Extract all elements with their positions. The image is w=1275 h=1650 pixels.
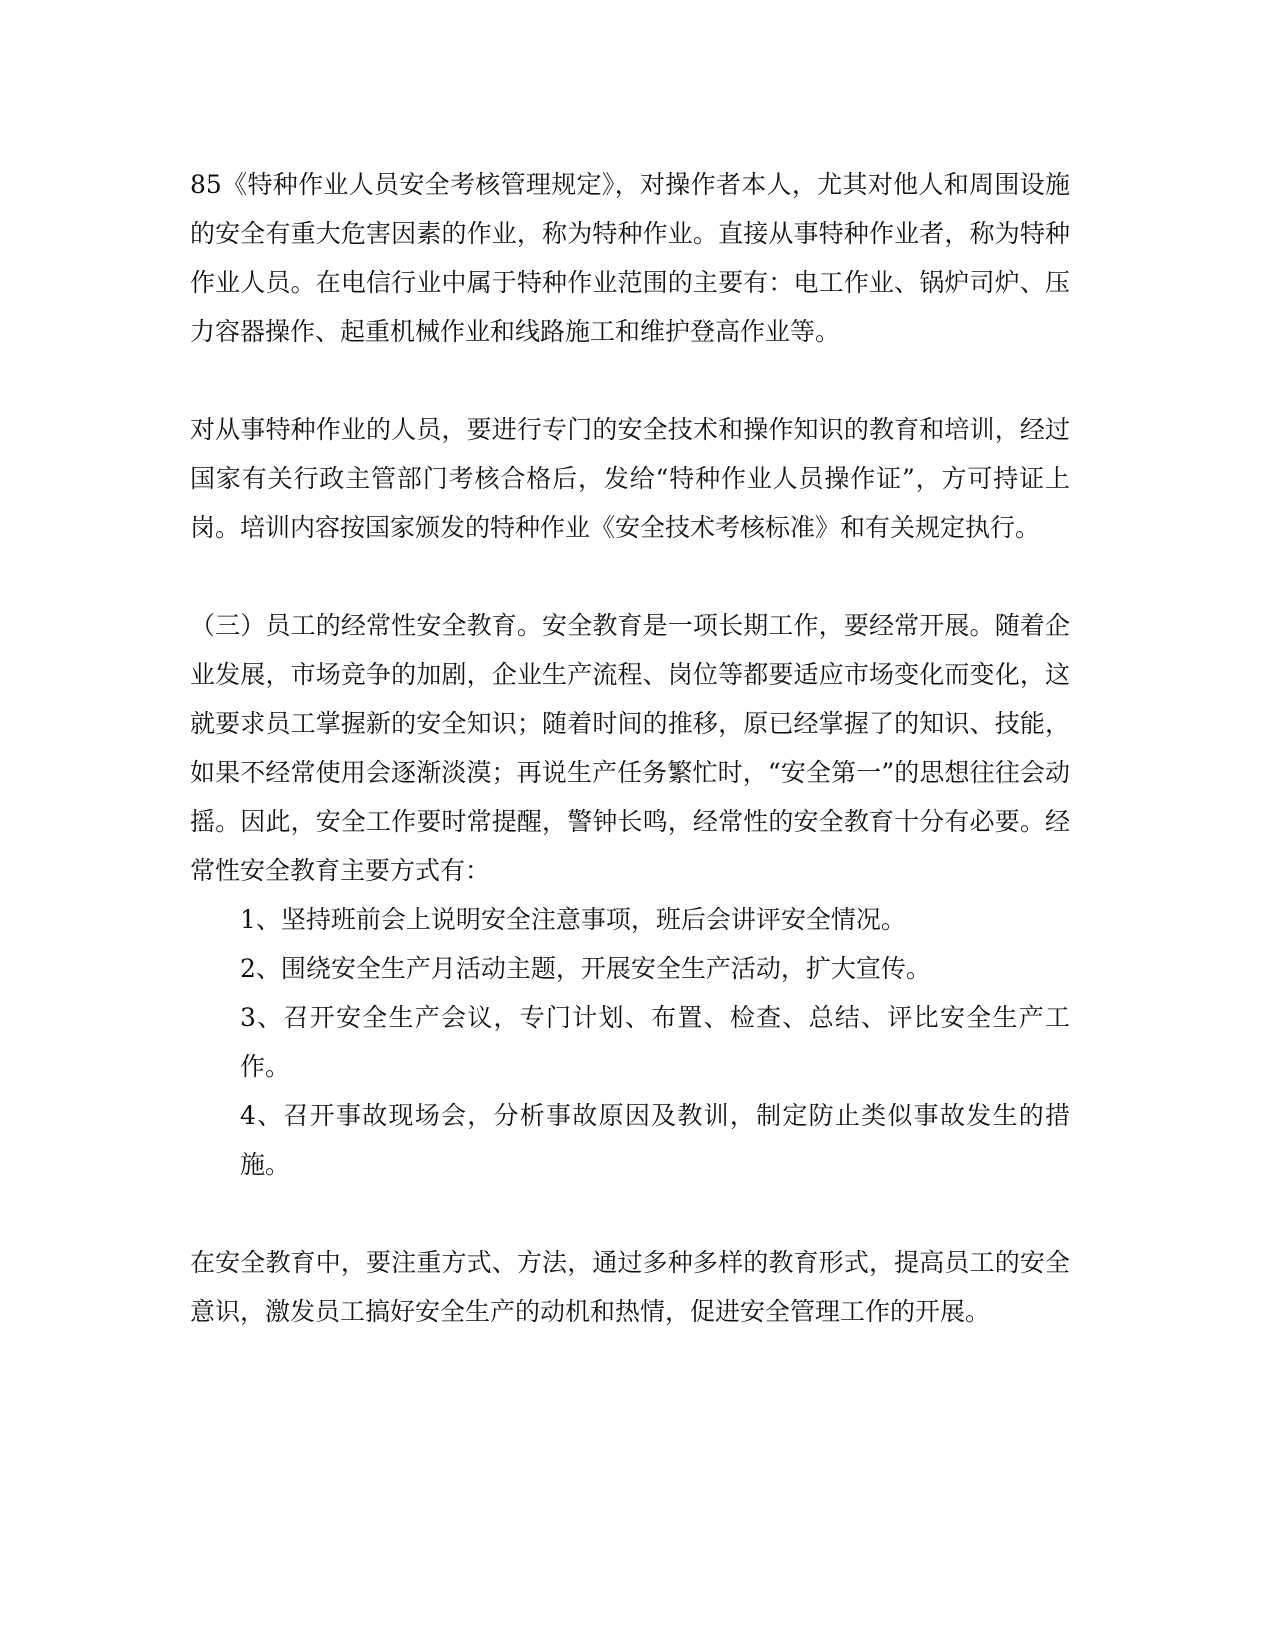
paragraph-special-operations: 85《特种作业人员安全考核管理规定》，对操作者本人，尤其对他人和周围设施的安全有重大危害因素的作业，称为特种作业。直接从事特种作业者，称为特种作业人员。在电信行业中属于特种作业范围的主要有：电工作业、锅炉司炉、压力容器操作、起重机械作业和线路施工和维护登高作业等。 xyxy=(190,170,1070,346)
list-item: 3、召开安全生产会议，专门计划、布置、检查、总结、评比安全生产工作。 xyxy=(240,1003,1070,1081)
paragraph-education-methods-conclusion: 在安全教育中，要注重方式、方法，通过多种多样的教育形式，提高员工的安全意识，激发员工搞好安全生产的动机和热情，促进安全管理工作的开展。 xyxy=(190,1248,1070,1326)
list-item: 4、召开事故现场会，分析事故原因及教训，制定防止类似事故发生的措施。 xyxy=(240,1101,1070,1179)
paragraph-training-certification: 对从事特种作业的人员，要进行专门的安全技术和操作知识的教育和培训，经过国家有关行政主管部门考核合格后，发给“特种作业人员操作证”，方可持证上岗。培训内容按国家颁发的特种作业《安全技术考核标准》和有关规定执行。 xyxy=(190,415,1070,542)
paragraph-spacer xyxy=(190,356,1070,405)
paragraph-spacer xyxy=(190,1189,1070,1238)
education-methods-list xyxy=(190,895,1070,1189)
paragraph-spacer xyxy=(190,552,1070,601)
document-body xyxy=(190,160,1070,1336)
paragraph-regular-safety-education: （三）员工的经常性安全教育。安全教育是一项长期工作，要经常开展。随着企业发展，市场竞争的加剧，企业生产流程、岗位等都要适应市场变化而变化，这就要求员工掌握新的安全知识；随着时间的推移，原已经掌握了的知识、技能，如果不经常使用会逐渐淡漠；再说生产任务繁忙时，“安全第一”的思想往往会动摇。因此，安全工作要时常提醒，警钟长鸣，经常性的安全教育十分有必要。经常性安全教育主要方式有： xyxy=(190,611,1070,885)
list-item: 1、坚持班前会上说明安全注意事项，班后会讲评安全情况。 xyxy=(240,905,906,934)
list-item: 2、围绕安全生产月活动主题，开展安全生产活动，扩大宣传。 xyxy=(240,954,931,983)
